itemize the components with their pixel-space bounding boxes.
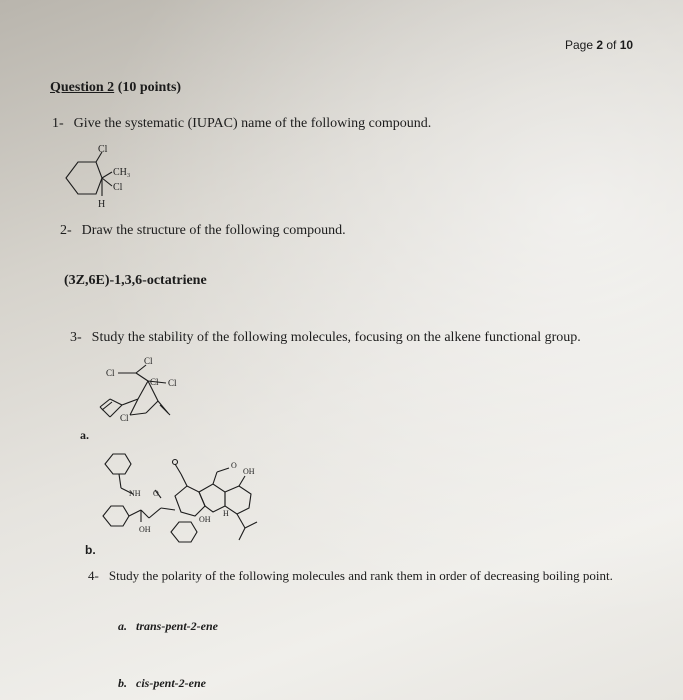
page-number [565, 38, 633, 52]
page-total: 10 [619, 38, 634, 52]
molb-label-oh-2: OH [243, 467, 255, 476]
item-2-number: 2- [60, 223, 72, 238]
molb-label-oh-3: OH [199, 515, 211, 524]
molb-label-nh: NH [129, 489, 141, 498]
mol1-label-h: H [98, 199, 106, 210]
subpart-a-label: a. [80, 428, 89, 442]
mol-b-phenyl-1 [105, 454, 131, 474]
mol1-label-ch3: CH₃ [113, 167, 131, 178]
item-3-text: Study the stability of the following molecules, focusing on the alkene functional group. [91, 330, 581, 345]
molb-label-oh-1: OH [139, 525, 151, 534]
mola-label-cl-5: Cl [120, 413, 129, 423]
question-number: Question 2 [50, 80, 115, 95]
mola-label-cl-3: Cl [150, 377, 159, 387]
q4-option-b-label: b. [118, 676, 127, 690]
mola-label-cl-4: Cl [168, 378, 177, 388]
mol-b-ring-3 [225, 486, 251, 514]
ring-hexagon [66, 162, 102, 194]
item-3-number: 3- [70, 330, 82, 345]
item-4-number: 4- [88, 568, 99, 583]
molb-label-o-2: O [231, 461, 237, 470]
page-mid: of [603, 38, 620, 52]
q4-option-b [118, 676, 206, 691]
question-title [50, 80, 181, 96]
page-prefix: Page [565, 38, 597, 52]
cyclohexane-structure [58, 140, 148, 215]
molb-label-o-1: O [153, 489, 159, 498]
molecule-b-structure [95, 450, 270, 545]
item-4 [88, 568, 613, 584]
item-3 [70, 330, 581, 346]
item-1-text: Give the systematic (IUPAC) name of the following compound. [73, 116, 432, 131]
item-4-text: Study the polarity of the following molecules and rank them in order of decreasing boiling point. [108, 568, 613, 583]
mol-b-phenyl-2 [103, 506, 129, 526]
mola-label-cl-1: Cl [106, 368, 115, 378]
item-2 [60, 223, 346, 239]
question-points: (10 points) [117, 80, 182, 95]
compound-name: (3Z,6E)-1,3,6-octatriene [64, 273, 207, 288]
mol1-label-cl: Cl [113, 182, 123, 193]
mol-b-phenyl-3 [171, 522, 197, 542]
q4-option-a-name: trans-pent-2-ene [136, 619, 218, 633]
item-2-text: Draw the structure of the following compound. [81, 223, 346, 238]
molecule-a-structure [88, 355, 198, 435]
mola-label-cl-2: Cl [144, 356, 153, 366]
subpart-b-label: b. [85, 543, 96, 557]
molb-label-h: H [223, 509, 229, 518]
q4-option-b-name: cis-pent-2-ene [136, 676, 206, 690]
item-1 [52, 116, 431, 132]
item-1-number: 1- [52, 116, 64, 131]
mol1-label-cl-top: Cl [98, 144, 108, 155]
mol-b-ring-1 [175, 486, 205, 516]
page-current: 2 [596, 38, 604, 52]
q4-option-a [118, 619, 218, 634]
q4-option-a-label: a. [118, 619, 127, 633]
